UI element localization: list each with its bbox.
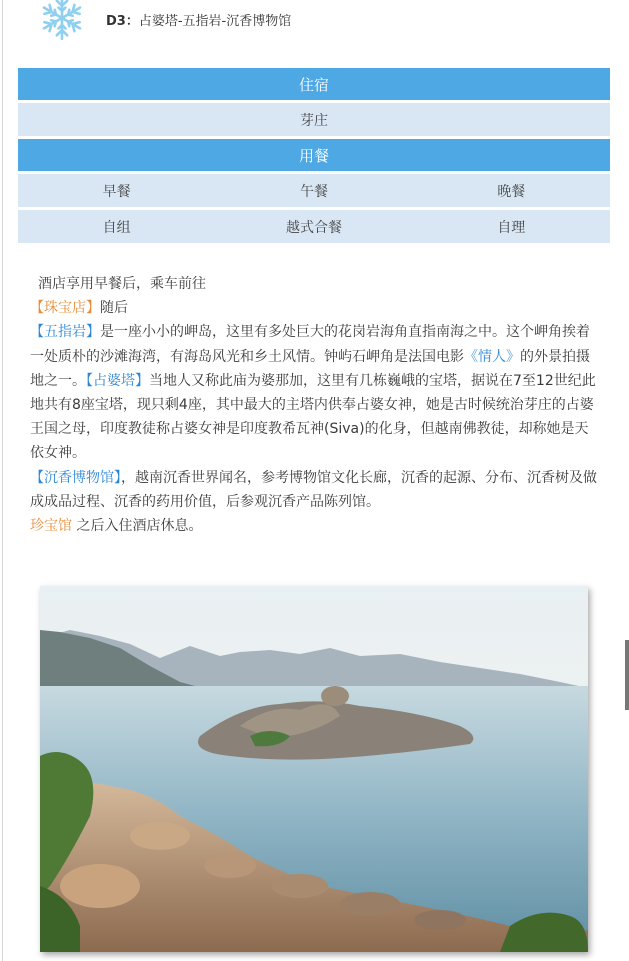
scrollbar-thumb[interactable] — [625, 640, 629, 710]
five-finger-paragraph — [30, 320, 602, 465]
film-text: 的外景拍摄地之一。 — [30, 348, 590, 389]
meal-name-dinner: 晚餐 — [497, 183, 526, 200]
treasure-text: 之后入住酒店休息。 — [72, 518, 203, 535]
lodging-header: 住宿 — [18, 68, 610, 100]
lodging-value: 芽庄 — [18, 103, 610, 136]
snowflake-icon — [36, 0, 88, 44]
meal-value-dinner: 自理 — [497, 219, 526, 236]
jewelry-line-text: 随后 — [100, 300, 128, 317]
agarwood-text: ，越南沉香世界闻名，参考博物馆文化长廊，沉香的起源、分布、沉香树及做成成品过程、沉香的药用价值，后参观沉香产品陈列馆。 — [30, 469, 597, 510]
landscape-illustration — [40, 586, 588, 952]
coastal-rocks-photo — [40, 586, 588, 952]
intro-line: 酒店享用早餐后，乘车前往 — [38, 276, 206, 292]
agarwood-paragraph — [30, 466, 602, 514]
jewelry-line — [30, 296, 602, 320]
film-lover-tag: 《情人》 — [464, 348, 520, 365]
five-finger-rock-tag: 【五指岩】 — [30, 324, 100, 341]
meal-values-row — [18, 210, 610, 243]
meal-name-breakfast: 早餐 — [102, 183, 131, 200]
day-title — [106, 10, 291, 29]
day-route: 占婆塔-五指岩-沉香博物馆 — [138, 14, 292, 29]
schedule-table — [18, 68, 610, 246]
left-border — [2, 0, 3, 961]
day-header — [0, 0, 629, 48]
po-nagar-tag: 【占婆塔】 — [86, 372, 149, 389]
meal-names-row — [18, 174, 610, 207]
five-finger-text: 是一座小小的岬岛，这里有多处巨大的花岗岩海角直指南海之中。这个岬角挨着一处质朴的沙滩海湾，有海岛风光和乡土风情。钟屿石岬角是法国电影 — [30, 324, 590, 365]
treasure-hall-tag: 珍宝馆 — [30, 518, 72, 535]
treasure-line — [30, 514, 602, 538]
agarwood-museum-tag: 【沉香博物馆】 — [30, 469, 121, 486]
itinerary-text — [30, 272, 602, 538]
meals-header: 用餐 — [18, 139, 610, 171]
meal-name-lunch: 午餐 — [299, 183, 328, 200]
meal-value-lunch: 越式合餐 — [285, 219, 342, 236]
po-nagar-text: 当地人又称此庙为婆那加，这里有几栋巍峨的宝塔，据说在7至12世纪此地共有8座宝塔，现只剩4座，其中最大的主塔内供奉占婆女神，她是古时候统治芽庄的占婆王国之母，印度教徒称占婆女神是印度教希瓦神(Siva)的化身，但越南佛教徒，却称她是天依女神。 — [30, 372, 596, 462]
jewelry-store-tag: 【珠宝店】 — [30, 300, 100, 317]
day-label: D3： — [106, 14, 139, 29]
meal-value-breakfast: 自组 — [102, 219, 131, 236]
